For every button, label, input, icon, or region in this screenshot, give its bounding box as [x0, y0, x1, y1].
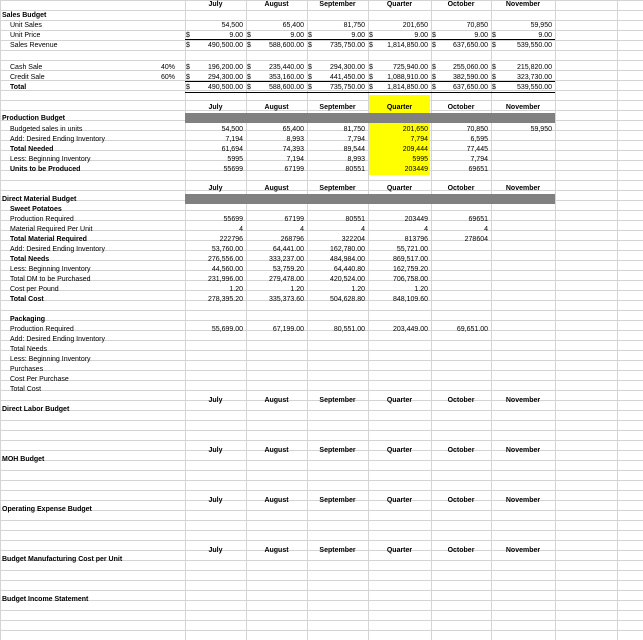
row-label: Add: Desired Ending Inventory	[10, 136, 105, 143]
cell[interactable]: 203449	[404, 166, 428, 173]
currency-symbol: $	[247, 64, 251, 71]
cell[interactable]	[370, 345, 428, 354]
cell[interactable]: 89,544	[343, 146, 365, 153]
cell[interactable]: 1,814,850.00	[387, 84, 428, 91]
cell[interactable]: 209,444	[402, 146, 428, 153]
cell[interactable]: 255,060.00	[452, 64, 488, 71]
cell[interactable]: 67,199.00	[272, 326, 304, 333]
cell[interactable]: 1,814,850.00	[387, 42, 428, 49]
cell[interactable]: 59,950	[530, 126, 552, 133]
cell[interactable]	[493, 385, 552, 394]
row-label: Credit Sale	[10, 74, 45, 81]
cell[interactable]: 4	[484, 226, 488, 233]
cell[interactable]: 80551	[345, 216, 365, 223]
cell[interactable]: 203449	[404, 216, 428, 223]
row-label: Units to be Produced	[10, 166, 81, 173]
grid-column-line	[431, 0, 432, 640]
cell[interactable]: 706,758.00	[392, 276, 428, 283]
row-label: Total Needed	[10, 146, 54, 153]
section-band	[185, 113, 555, 123]
row-label: Add: Desired Ending Inventory	[10, 336, 105, 343]
column-header-october[interactable]: October	[447, 104, 475, 111]
row-label: Total Needs	[10, 256, 50, 263]
cell[interactable]: 55699	[223, 166, 243, 173]
column-header-august[interactable]: August	[264, 447, 289, 454]
cell[interactable]	[493, 375, 552, 384]
grid-column-line	[307, 0, 308, 640]
cell[interactable]	[248, 385, 304, 394]
currency-symbol: $	[432, 32, 436, 39]
column-header-november[interactable]: November	[505, 1, 541, 8]
cell[interactable]: 441,450.00	[329, 74, 365, 81]
row-label: Purchases	[10, 366, 44, 373]
cell[interactable]: 80,551.00	[333, 326, 365, 333]
currency-symbol: $	[247, 32, 251, 39]
cell[interactable]: 9.00	[414, 32, 428, 39]
column-header-november[interactable]: November	[505, 185, 541, 192]
cell[interactable]	[433, 245, 488, 254]
cell[interactable]: 74,393	[282, 146, 304, 153]
currency-symbol: $	[186, 42, 190, 49]
cell[interactable]: 4	[239, 226, 243, 233]
column-header-july[interactable]: July	[208, 547, 223, 554]
subsection-sweet-potatoes: Sweet Potatoes	[10, 206, 62, 213]
currency-symbol: $	[369, 32, 373, 39]
section-band	[185, 194, 555, 204]
cell[interactable]: 67199	[284, 216, 304, 223]
column-header-september[interactable]: September	[319, 447, 356, 454]
cell[interactable]: 869,517.00	[392, 256, 428, 263]
currency-symbol: $	[308, 64, 312, 71]
cell[interactable]: 8,993	[286, 136, 304, 143]
row-label: Cost per Pound	[10, 286, 59, 293]
cell[interactable]: 294,300.00	[207, 74, 243, 81]
cell[interactable]	[248, 355, 304, 364]
column-header-july[interactable]: July	[208, 1, 223, 8]
column-header-quarter[interactable]: Quarter	[386, 104, 413, 111]
cell[interactable]	[309, 365, 365, 374]
cell[interactable]	[248, 365, 304, 374]
cell[interactable]: 9.00	[474, 32, 488, 39]
cell[interactable]: 61,694	[221, 146, 243, 153]
cell[interactable]: 1.20	[229, 286, 243, 293]
cell[interactable]: 735,750.00	[329, 42, 365, 49]
cell[interactable]	[493, 265, 552, 274]
column-header-july[interactable]: July	[208, 185, 223, 192]
column-header-july[interactable]: July	[208, 397, 223, 404]
column-header-august[interactable]: August	[264, 185, 289, 192]
grid-column-line	[555, 0, 556, 640]
cell[interactable]	[433, 355, 488, 364]
cell[interactable]	[493, 365, 552, 374]
column-header-august[interactable]: August	[264, 497, 289, 504]
total-rule	[185, 92, 555, 93]
cell[interactable]: 70,850	[466, 126, 488, 133]
cell[interactable]: 67199	[284, 166, 304, 173]
cell[interactable]	[309, 385, 365, 394]
total-rule	[185, 39, 555, 40]
cell[interactable]	[248, 375, 304, 384]
column-header-october[interactable]: October	[447, 447, 475, 454]
cell[interactable]: 1.20	[351, 286, 365, 293]
currency-symbol: $	[369, 42, 373, 49]
currency-symbol: $	[369, 64, 373, 71]
cell[interactable]: 55,699.00	[211, 326, 243, 333]
row-label: Production Required	[10, 326, 74, 333]
cell[interactable]	[187, 345, 243, 354]
cell[interactable]: 55699	[223, 216, 243, 223]
cell[interactable]: 6,595	[470, 136, 488, 143]
cell[interactable]	[493, 145, 552, 154]
column-header-august[interactable]: August	[264, 547, 289, 554]
cell[interactable]	[370, 355, 428, 364]
currency-symbol: $	[369, 74, 373, 81]
cell[interactable]: 323,730.00	[516, 74, 552, 81]
column-header-november[interactable]: November	[505, 447, 541, 454]
row-label: Less: Beginning Inventory	[10, 156, 91, 163]
currency-symbol: $	[492, 74, 496, 81]
currency-symbol: $	[247, 42, 251, 49]
row-label: Add: Desired Ending Inventory	[10, 246, 105, 253]
row-label: Cost Per Purchase	[10, 376, 69, 383]
cell[interactable]	[248, 345, 304, 354]
cell[interactable]: 9.00	[351, 32, 365, 39]
cell[interactable]	[433, 285, 488, 294]
cell[interactable]: 1.20	[290, 286, 304, 293]
cell[interactable]: 490,500.00	[207, 84, 243, 91]
cell[interactable]: 725,940.00	[392, 64, 428, 71]
row-label: Unit Price	[10, 32, 41, 39]
cell[interactable]	[187, 355, 243, 364]
cell[interactable]: 65,400	[282, 126, 304, 133]
cell[interactable]: 813796	[404, 236, 428, 243]
currency-symbol: $	[186, 74, 190, 81]
row-label: Total Needs	[10, 346, 47, 353]
row-label: Less: Beginning Inventory	[10, 356, 91, 363]
currency-symbol: $	[492, 64, 496, 71]
cell[interactable]: 7,194	[286, 156, 304, 163]
cell[interactable]: 420,524.00	[329, 276, 365, 283]
cell[interactable]	[433, 295, 488, 304]
cell[interactable]	[248, 335, 304, 344]
cell[interactable]: 353,160.00	[268, 74, 304, 81]
cell[interactable]	[493, 245, 552, 254]
currency-symbol: $	[186, 84, 190, 91]
cell[interactable]: 637,650.00	[452, 42, 488, 49]
cell[interactable]	[493, 285, 552, 294]
currency-symbol: $	[308, 74, 312, 81]
cell[interactable]	[433, 385, 488, 394]
cell[interactable]	[493, 235, 552, 244]
cell[interactable]	[493, 345, 552, 354]
cell[interactable]: 4	[361, 226, 365, 233]
cell[interactable]: 196,200.00	[207, 64, 243, 71]
row-label: Sales Revenue	[10, 42, 58, 49]
cell[interactable]: 64,440.80	[333, 266, 365, 273]
column-header-september[interactable]: September	[319, 1, 356, 8]
cell[interactable]: 59,950	[530, 22, 552, 29]
cell[interactable]: 278604	[464, 236, 488, 243]
cell[interactable]: 9.00	[290, 32, 304, 39]
cell[interactable]: 80551	[345, 166, 365, 173]
cell[interactable]: 588,600.00	[268, 84, 304, 91]
cell[interactable]: 235,440.00	[268, 64, 304, 71]
currency-symbol: $	[432, 64, 436, 71]
cell[interactable]: 333,237.00	[268, 256, 304, 263]
cell[interactable]: 848,109.60	[392, 296, 428, 303]
cell[interactable]	[433, 255, 488, 264]
cell[interactable]	[433, 365, 488, 374]
total-rule	[185, 81, 555, 82]
row-label: Material Required Per Unit	[10, 226, 93, 233]
column-header-september[interactable]: September	[319, 397, 356, 404]
grid-column-line	[617, 0, 618, 640]
currency-symbol: $	[186, 32, 190, 39]
section-title-budget-manufacturing-cost-per-unit: Budget Manufacturing Cost per Unit	[2, 556, 123, 563]
cell[interactable]: 8,993	[347, 156, 365, 163]
row-label: Total Material Required	[10, 236, 87, 243]
currency-symbol: $	[247, 84, 251, 91]
cell[interactable]: 201,650	[402, 22, 428, 29]
cell[interactable]: 7,794	[470, 156, 488, 163]
currency-symbol: $	[308, 84, 312, 91]
row-label: Budgeted sales in units	[10, 126, 83, 133]
cell[interactable]	[187, 335, 243, 344]
column-header-november[interactable]: November	[505, 104, 541, 111]
cell[interactable]: 9.00	[229, 32, 243, 39]
column-header-september[interactable]: September	[319, 185, 356, 192]
cell[interactable]	[433, 375, 488, 384]
currency-symbol: $	[369, 84, 373, 91]
cell[interactable]: 539,550.00	[516, 84, 552, 91]
cell[interactable]: 278,395.20	[207, 296, 243, 303]
cell[interactable]	[433, 345, 488, 354]
section-title-budget-income-statement: Budget Income Statement	[2, 596, 89, 603]
percent-cell[interactable]: 40%	[160, 64, 175, 71]
cell[interactable]: 7,794	[410, 136, 428, 143]
currency-symbol: $	[432, 42, 436, 49]
cell[interactable]: 504,628.80	[329, 296, 365, 303]
column-header-september[interactable]: September	[319, 547, 356, 554]
column-header-august[interactable]: August	[264, 1, 289, 8]
column-header-quarter[interactable]: Quarter	[386, 1, 413, 8]
column-header-august[interactable]: August	[264, 397, 289, 404]
cell[interactable]	[493, 155, 552, 164]
percent-cell[interactable]: 60%	[160, 74, 175, 81]
cell[interactable]: 7,794	[347, 136, 365, 143]
column-header-september[interactable]: September	[319, 497, 356, 504]
cell[interactable]	[493, 295, 552, 304]
cell[interactable]: 637,650.00	[452, 84, 488, 91]
column-header-october[interactable]: October	[447, 185, 475, 192]
currency-symbol: $	[492, 84, 496, 91]
section-title-direct-labor-budget: Direct Labor Budget	[2, 406, 70, 413]
cell[interactable]	[309, 345, 365, 354]
cell[interactable]	[493, 215, 552, 224]
row-label: Total DM to be Purchased	[10, 276, 91, 283]
cell[interactable]: 322204	[341, 236, 365, 243]
column-header-october[interactable]: October	[447, 397, 475, 404]
cell[interactable]: 203,449.00	[392, 326, 428, 333]
cell[interactable]: 335,373.60	[268, 296, 304, 303]
cell[interactable]	[370, 365, 428, 374]
cell[interactable]: 268796	[280, 236, 304, 243]
cell[interactable]: 69651	[468, 166, 488, 173]
currency-symbol: $	[308, 42, 312, 49]
cell[interactable]: 55,721.00	[396, 246, 428, 253]
currency-symbol: $	[432, 84, 436, 91]
currency-symbol: $	[308, 32, 312, 39]
cell[interactable]: 9.00	[538, 32, 552, 39]
column-header-quarter[interactable]: Quarter	[386, 447, 413, 454]
cell[interactable]	[370, 385, 428, 394]
cell[interactable]: 215,820.00	[516, 64, 552, 71]
cell[interactable]	[493, 135, 552, 144]
cell[interactable]	[309, 375, 365, 384]
cell[interactable]: 201,650	[402, 126, 428, 133]
cell[interactable]: 1.20	[414, 286, 428, 293]
cell[interactable]: 279,478.00	[268, 276, 304, 283]
cell[interactable]: 5995	[227, 156, 243, 163]
column-header-october[interactable]: October	[447, 547, 475, 554]
column-header-october[interactable]: October	[447, 497, 475, 504]
cell[interactable]	[187, 375, 243, 384]
cell[interactable]: 4	[424, 226, 428, 233]
column-header-november[interactable]: November	[505, 397, 541, 404]
cell[interactable]: 231,996.00	[207, 276, 243, 283]
cell[interactable]	[370, 375, 428, 384]
row-label: Production Required	[10, 216, 74, 223]
cell[interactable]: 382,590.00	[452, 74, 488, 81]
cell[interactable]: 162,780.00	[329, 246, 365, 253]
grid-column-line	[185, 0, 186, 640]
currency-symbol: $	[247, 74, 251, 81]
cell[interactable]: 69,651.00	[456, 326, 488, 333]
cell[interactable]	[433, 335, 488, 344]
section-title-production-budget: Production Budget	[2, 115, 65, 122]
cell[interactable]: 222796	[219, 236, 243, 243]
cell[interactable]: 294,300.00	[329, 64, 365, 71]
cell[interactable]	[309, 335, 365, 344]
cell[interactable]: 44,560.00	[211, 266, 243, 273]
cell[interactable]: 1,088,910.00	[387, 74, 428, 81]
row-label: Total Cost	[10, 296, 44, 303]
column-header-quarter[interactable]: Quarter	[386, 547, 413, 554]
cell[interactable]	[433, 265, 488, 274]
cell[interactable]	[433, 275, 488, 284]
cell[interactable]: 54,500	[221, 22, 243, 29]
percent-cell[interactable]	[150, 83, 175, 92]
column-header-quarter[interactable]: Quarter	[386, 185, 413, 192]
section-title-sales-budget: Sales Budget	[2, 12, 47, 19]
cell[interactable]	[493, 225, 552, 234]
subsection-packaging: Packaging	[10, 316, 46, 323]
section-title-direct-material-budget: Direct Material Budget	[2, 196, 77, 203]
cell[interactable]: 77,445	[466, 146, 488, 153]
cell[interactable]: 588,600.00	[268, 42, 304, 49]
cell[interactable]: 162,759.20	[392, 266, 428, 273]
cell[interactable]	[187, 365, 243, 374]
column-header-quarter[interactable]: Quarter	[386, 397, 413, 404]
cell[interactable]	[493, 275, 552, 284]
cell[interactable]: 65,400	[282, 22, 304, 29]
column-header-october[interactable]: October	[447, 1, 475, 8]
cell[interactable]: 490,500.00	[207, 42, 243, 49]
cell[interactable]: 54,500	[221, 126, 243, 133]
cell[interactable]	[493, 325, 552, 334]
cell[interactable]	[493, 355, 552, 364]
cell[interactable]: 53,760.00	[211, 246, 243, 253]
cell[interactable]: 81,750	[343, 126, 365, 133]
column-header-august[interactable]: August	[264, 104, 289, 111]
cell[interactable]	[187, 385, 243, 394]
cell[interactable]	[493, 255, 552, 264]
cell[interactable]: 53,759.20	[272, 266, 304, 273]
column-header-july[interactable]: July	[208, 447, 223, 454]
grid-column-line	[491, 0, 492, 640]
section-title-moh-budget: MOH Budget	[2, 456, 45, 463]
section-title-operating-expense-budget: Operating Expense Budget	[2, 506, 92, 513]
cell[interactable]: 70,850	[466, 22, 488, 29]
cell[interactable]: 81,750	[343, 22, 365, 29]
grid-column-line	[246, 0, 247, 640]
column-header-july[interactable]: July	[208, 104, 223, 111]
cell[interactable]	[309, 355, 365, 364]
row-label: Less: Beginning Inventory	[10, 266, 91, 273]
column-header-quarter[interactable]: Quarter	[386, 497, 413, 504]
currency-symbol: $	[186, 64, 190, 71]
cell[interactable]: 69651	[468, 216, 488, 223]
row-label: Cash Sale	[10, 64, 43, 71]
row-label: Total Cost	[10, 386, 42, 393]
cell[interactable]: 64,441.00	[272, 246, 304, 253]
column-header-july[interactable]: July	[208, 497, 223, 504]
cell[interactable]	[493, 335, 552, 344]
row-label: Unit Sales	[10, 22, 42, 29]
currency-symbol: $	[492, 42, 496, 49]
cell[interactable]: 7,194	[225, 136, 243, 143]
cell[interactable]: 5995	[412, 156, 428, 163]
column-header-november[interactable]: November	[505, 497, 541, 504]
cell[interactable]: 484,984.00	[329, 256, 365, 263]
currency-symbol: $	[432, 74, 436, 81]
column-header-november[interactable]: November	[505, 547, 541, 554]
cell[interactable]: 735,750.00	[329, 84, 365, 91]
cell[interactable]: 4	[300, 226, 304, 233]
cell[interactable]: 276,556.00	[207, 256, 243, 263]
cell[interactable]: 539,550.00	[516, 42, 552, 49]
cell[interactable]	[493, 165, 552, 174]
cell[interactable]	[370, 335, 428, 344]
currency-symbol: $	[492, 32, 496, 39]
column-header-september[interactable]: September	[319, 104, 356, 111]
row-label: Total	[10, 84, 27, 91]
